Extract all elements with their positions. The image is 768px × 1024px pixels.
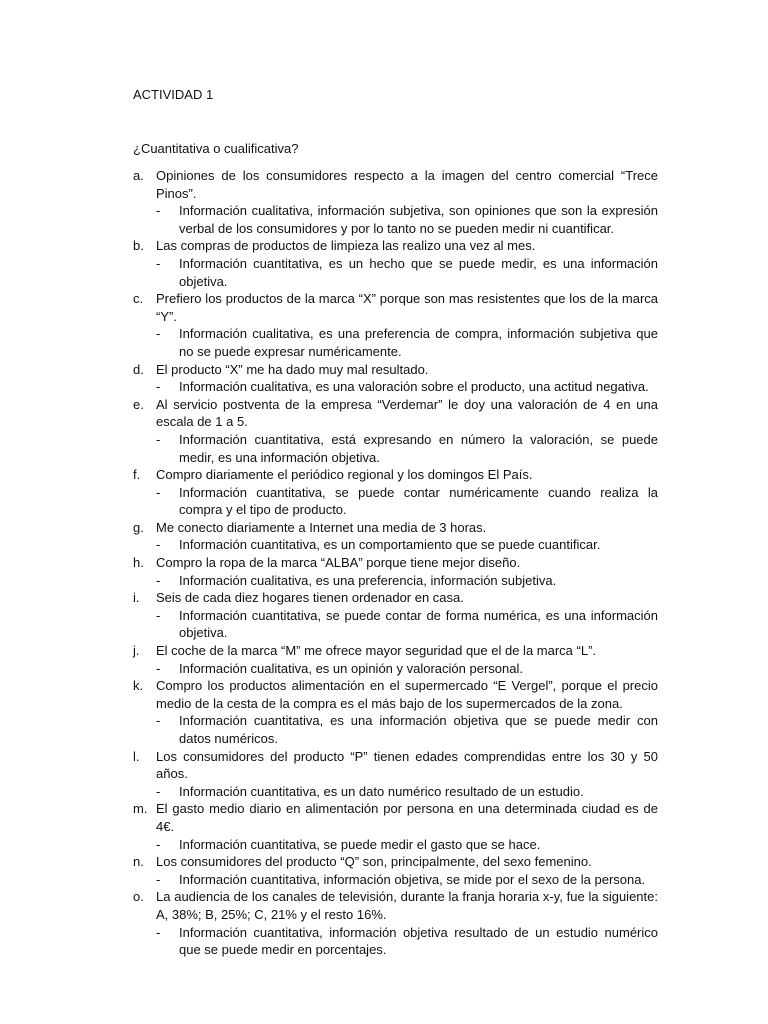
answer-dash: - (156, 326, 161, 342)
item-letter: a. (133, 168, 144, 183)
answer (133, 924, 658, 959)
answer-dash: - (156, 431, 161, 447)
answer (133, 202, 658, 237)
item-letter: d. (133, 361, 144, 377)
list-item (133, 167, 658, 237)
answer-text: Información cualitativa, es una preferencia, información subjetiva. (179, 572, 557, 588)
question (133, 396, 658, 431)
question (133, 853, 658, 871)
answer (133, 712, 658, 747)
question-text: Las compras de productos de limpieza las realizo una vez al mes. (156, 238, 536, 254)
list-item (133, 554, 658, 589)
question (133, 642, 658, 660)
list-item (133, 800, 658, 853)
answer-text: Información cuantitativa, información objetiva resultado de un estudio numérico que se puede medir en porcentajes. (179, 924, 658, 958)
answer-text: Información cuantitativa, es un comportamiento que se puede cuantificar. (179, 537, 601, 553)
answer-text: Información cuantitativa, se puede contar de forma numérica, es una información objetiva. (179, 607, 658, 641)
answer-text: Información cualitativa, es una valoración sobre el producto, una actitud negativa. (179, 379, 649, 395)
answer-dash: - (156, 255, 161, 271)
list-item (133, 853, 658, 888)
question (133, 519, 658, 537)
activity-title: ACTIVIDAD 1 (133, 87, 214, 102)
item-letter: h. (133, 555, 144, 571)
answer (133, 836, 658, 854)
answer-dash: - (156, 203, 161, 219)
list-item (133, 361, 658, 396)
item-letter: e. (133, 396, 144, 412)
answer (133, 783, 658, 801)
answer-dash: - (156, 537, 161, 553)
question (133, 888, 658, 923)
answer-text: Información cuantitativa, se puede contar numéricamente cuando realiza la compra y el tipo de producto. (179, 484, 658, 518)
item-letter: g. (133, 519, 144, 535)
list-item (133, 748, 658, 801)
question-text: Compro la ropa de la marca “ALBA” porque tiene mejor diseño. (156, 555, 521, 571)
question-text: Los consumidores del producto “P” tienen edades comprendidas entre los 30 y 50 años. (156, 748, 658, 782)
answer (133, 484, 658, 519)
item-letter: n. (133, 854, 144, 870)
answer-dash: - (156, 836, 161, 852)
answer-dash: - (156, 660, 161, 676)
question-text: La audiencia de los canales de televisión, durante la franja horaria x-y, fue la siguiente: A, 38%; B, 25%; C, 21% y el resto 16%. (156, 889, 658, 922)
answer (133, 431, 658, 466)
answer-dash: - (156, 924, 161, 940)
list-item (133, 642, 658, 677)
list-item (133, 519, 658, 554)
list-item (133, 290, 658, 360)
question-text: El producto “X” me ha dado muy mal resultado. (156, 361, 429, 377)
answer-dash: - (156, 379, 161, 395)
item-letter: o. (133, 889, 144, 905)
question-list (133, 167, 658, 959)
answer-dash: - (156, 484, 161, 500)
item-letter: j. (133, 643, 140, 659)
answer (133, 607, 658, 642)
answer-text: Información cualitativa, es una preferencia de compra, información subjetiva que no se puede expresar numéricamente. (179, 326, 658, 359)
question-text: Compro los productos alimentación en el supermercado “E Vergel”, porque el precio medio de la cesta de la compra es el más bajo de los supermercados de la zona. (156, 678, 658, 711)
list-item (133, 589, 658, 642)
question (133, 800, 658, 835)
answer-dash: - (156, 713, 161, 729)
question (133, 237, 658, 255)
question-text: Al servicio postventa de la empresa “Verdemar” le doy una valoración de 4 en una escala de 1 a 5. (156, 396, 658, 430)
item-letter: l. (133, 748, 140, 764)
answer (133, 378, 658, 396)
answer-dash: - (156, 783, 161, 799)
answer (133, 255, 658, 290)
answer-text: Información cuantitativa, se puede medir el gasto que se hace. (179, 836, 541, 852)
item-letter: k. (133, 678, 144, 694)
question-text: El gasto medio diario en alimentación por persona en una determinada ciudad es de 4€. (156, 801, 658, 834)
answer-text: Información cualitativa, es un opinión y valoración personal. (179, 660, 523, 676)
question-text: Seis de cada diez hogares tienen ordenador en casa. (156, 590, 464, 606)
question-text: Compro diariamente el periódico regional y los domingos El País. (156, 467, 533, 483)
list-item (133, 677, 658, 747)
item-letter: m. (133, 801, 148, 817)
question (133, 589, 658, 607)
item-letter: i. (133, 590, 140, 606)
list-item (133, 466, 658, 519)
question-text: El coche de la marca “M” me ofrece mayor seguridad que el de la marca “L”. (156, 643, 597, 659)
question (133, 466, 658, 484)
item-letter: b. (133, 238, 144, 254)
answer-dash: - (156, 871, 161, 887)
question (133, 167, 658, 202)
item-letter: c. (133, 291, 144, 307)
answer (133, 536, 658, 554)
question-text: Opiniones de los consumidores respecto a la imagen del centro comercial “Trece Pinos”. (156, 168, 658, 201)
question-text: Los consumidores del producto “Q” son, principalmente, del sexo femenino. (156, 854, 592, 870)
question (133, 554, 658, 572)
answer-text: Información cuantitativa, información objetiva, se mide por el sexo de la persona. (179, 871, 646, 887)
answer-text: Información cualitativa, información subjetiva, son opiniones que son la expresión verbal de los consumidores y por lo tanto no se pueden medir ni cuantificar. (179, 203, 658, 236)
answer (133, 325, 658, 360)
question-text: Prefiero los productos de la marca “X” porque son mas resistentes que los de la marca “Y”. (156, 291, 658, 324)
list-item (133, 396, 658, 466)
item-letter: f. (133, 467, 141, 483)
question (133, 748, 658, 783)
answer-text: Información cuantitativa, es una información objetiva que se puede medir con datos numéricos. (179, 713, 658, 746)
answer-dash: - (156, 572, 161, 588)
question (133, 290, 658, 325)
question (133, 677, 658, 712)
answer-text: Información cuantitativa, es un dato numérico resultado de un estudio. (179, 783, 584, 799)
answer-dash: - (156, 607, 161, 623)
answer (133, 871, 658, 889)
question-text: Me conecto diariamente a Internet una media de 3 horas. (156, 519, 487, 535)
answer-text: Información cuantitativa, es un hecho que se puede medir, es una información objetiva. (179, 255, 658, 289)
list-item (133, 237, 658, 290)
answer-text: Información cuantitativa, está expresando en número la valoración, se puede medir, es una información objetiva. (179, 431, 658, 465)
activity-subtitle: ¿Cuantitativa o cualificativa? (133, 141, 299, 156)
question (133, 361, 658, 379)
list-item (133, 888, 658, 958)
answer (133, 572, 658, 590)
answer (133, 660, 658, 678)
